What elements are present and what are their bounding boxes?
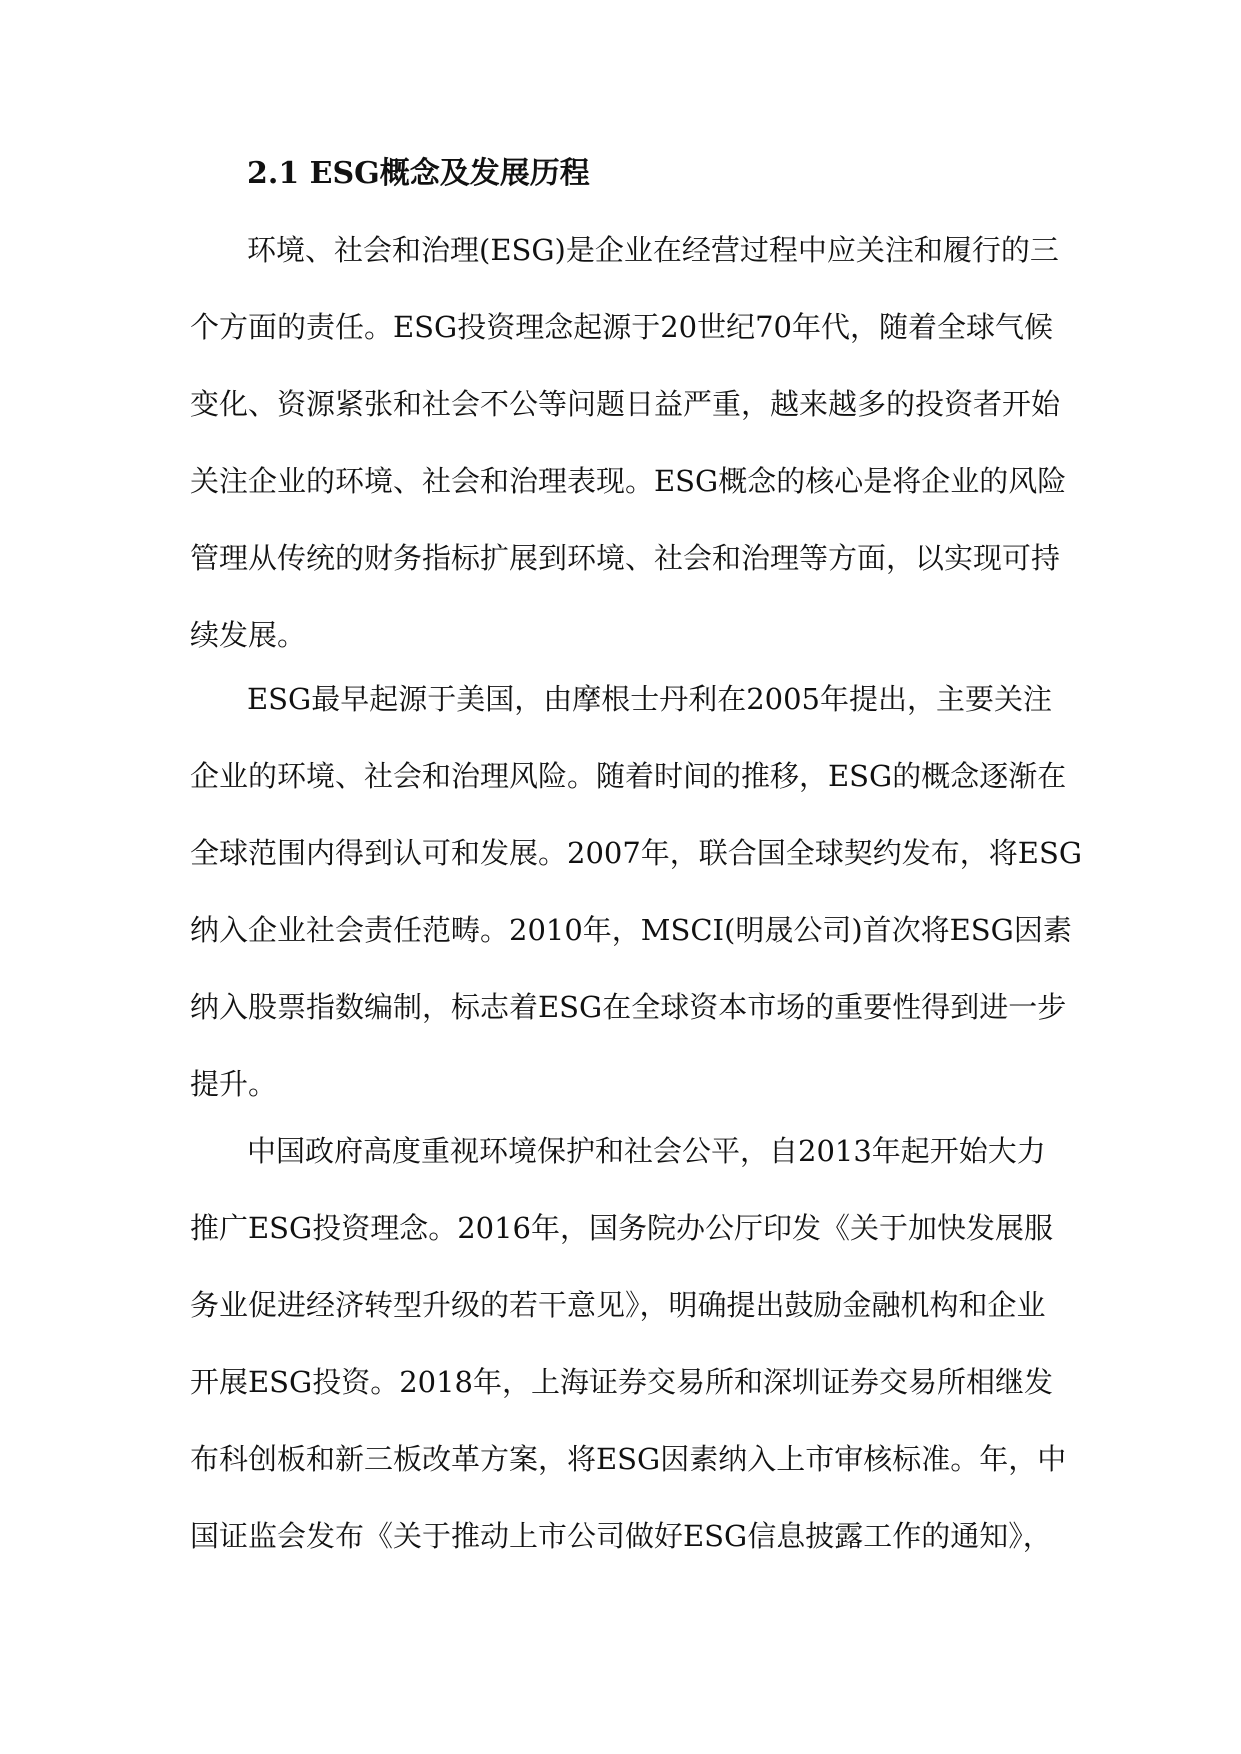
paragraph-line: 变化、资源紧张和社会不公等问题日益严重，越来越多的投资者开始 [190, 387, 1061, 421]
paragraph-line: 开展ESG投资。2018年，上海证券交易所和深圳证券交易所相继发 [190, 1365, 1054, 1399]
paragraph-line: ESG最早起源于美国，由摩根士丹利在2005年提出，主要关注 [247, 682, 1053, 716]
paragraph-esg-origin [190, 677, 1082, 1139]
paragraph-esg-concept [190, 228, 1066, 690]
paragraph-line: 提升。 [190, 1067, 278, 1101]
section-heading: 2.1 ESG概念及发展历程 [247, 156, 590, 191]
paragraph-line: 续发展。 [190, 618, 307, 652]
paragraph-line: 务业促进经济转型升级的若干意见》，明确提出鼓励金融机构和企业 [190, 1288, 1046, 1322]
paragraph-esg-china [190, 1129, 1066, 1591]
paragraph-line: 中国政府高度重视环境保护和社会公平，自2013年起开始大力 [247, 1134, 1046, 1168]
paragraph-line: 环境、社会和治理(ESG)是企业在经营过程中应关注和履行的三 [247, 233, 1059, 267]
paragraph-line: 纳入企业社会责任范畴。2010年，MSCI(明晟公司)首次将ESG因素 [190, 913, 1072, 947]
paragraph-line: 管理从传统的财务指标扩展到环境、社会和治理等方面，以实现可持 [190, 541, 1061, 575]
paragraph-line: 国证监会发布《关于推动上市公司做好ESG信息披露工作的通知》， [190, 1519, 1052, 1553]
paragraph-line: 关注企业的环境、社会和治理表现。ESG概念的核心是将企业的风险 [190, 464, 1067, 498]
paragraph-line: 纳入股票指数编制，标志着ESG在全球资本市场的重要性得到进一步 [190, 990, 1067, 1024]
paragraph-line: 企业的环境、社会和治理风险。随着时间的推移，ESG的概念逐渐在 [190, 759, 1067, 793]
paragraph-line: 推广ESG投资理念。2016年，国务院办公厅印发《关于加快发展服 [190, 1211, 1054, 1245]
paragraph-line: 个方面的责任。ESG投资理念起源于20世纪70年代，随着全球气候 [190, 310, 1054, 344]
paragraph-line: 全球范围内得到认可和发展。2007年，联合国全球契约发布，将ESG [190, 836, 1083, 870]
paragraph-line: 布科创板和新三板改革方案，将ESG因素纳入上市审核标准。年，中 [190, 1442, 1067, 1476]
